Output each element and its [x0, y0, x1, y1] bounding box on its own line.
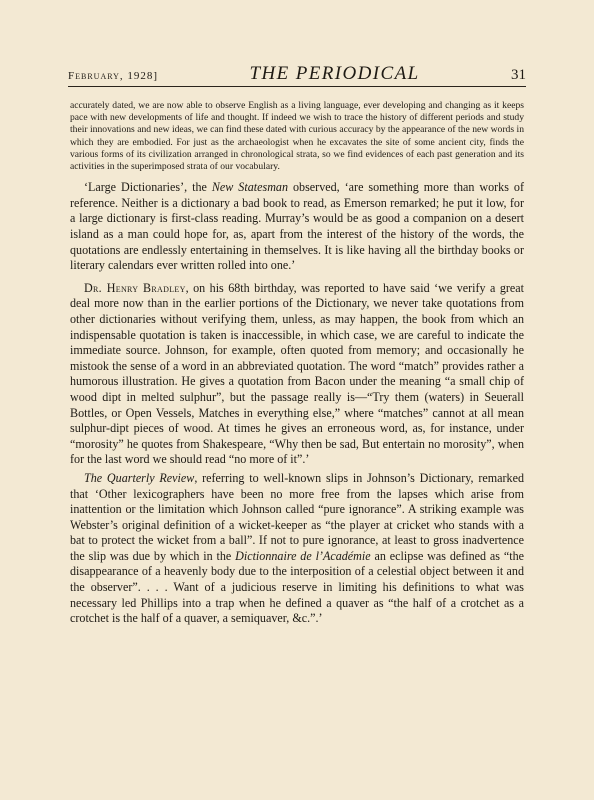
- dictionary-title: Dictionnaire de l’Académie: [235, 548, 371, 563]
- source-title: New Statesman: [211, 180, 289, 195]
- paragraph-text: observed, ‘are something more than works of reference. Neither is a dictionary a bad book to read, as Emerson remarked; he put it low, for a large dictionary is first-class reading. Murray’s would be as good a companion on a desert island as a man could hope for, as, apart from the interest of the history of the words, the quotations are endlessly entertaining in themselves. It is like having all the birthday books or literary calendars ever written rolled into one.’: [70, 180, 524, 273]
- person-name: Dr. Henry Bradley: [84, 280, 186, 295]
- issue-date: February, 1928]: [68, 70, 159, 82]
- intro-paragraph: accurately dated, we are now able to observe English as a living language, ever developing and changing as it keeps pace with new developments of life and thought. If indeed we wish to trace the history of different periods and study their innovations and new ideas, we can find these dated with curious accuracy by the appearance of the new words in which they are embodied. For just as the archaeologist when he excavates the site of some ancient city, finds the various forms of its civilization arranged in chronological strata, so we find evidences of each past generation and its activities in the superimposed strata of our vocabulary.: [70, 100, 524, 173]
- statesman-paragraph: [70, 180, 524, 274]
- periodical-title: THE PERIODICAL: [249, 63, 420, 84]
- quarterly-paragraph: [70, 471, 524, 627]
- article-body: [70, 100, 524, 627]
- source-title: The Quarterly Review: [84, 470, 195, 485]
- header-rule: [68, 86, 526, 87]
- running-header: [68, 63, 526, 85]
- paragraph-text: , on his 68th birthday, was reported to have said ‘we verify a great deal more now than in the earlier portions of the Dictionary, we never take quotations from other dictionaries without verifying them, unless, as may happen, the book from which an indispensable quotation is taken is inaccessible, in which case, we are careful to indicate the immediate source. Johnson, for example, often quoted from memory; and occasionally he mistook the sense of a word in an abbreviated quotation. The word “match” provides rather a humorous illustration. He gives a quotation from Bacon under the meaning “a small chip of wood dipt in melted sulphur”, but the passage really is—“Try them (waters) in Seuerall Bottles, or Open Vessels, Matches in everything else,” where “matches” cannot at all mean sulphur-dipt pieces of wood. At times he gives an erroneous word, as, for instance, under “morosity” he quotes from Shakespeare, “Why then be sad, But entertain no morosity”, when for the last word we should read “no more of it”.’: [70, 280, 524, 467]
- bradley-paragraph: [70, 281, 524, 468]
- paragraph-text: , referring to well-known slips in Johnson’s Dictionary, remarked that ‘Other lexicographers have been no more free from the lapses which arise from inattention or the limitation which Johnson called “pure ignorance”. A striking example was Webster’s original definition of a wicket-keeper as “the player at cricket who stands with a bat to protect the wicket from a ball”. If not to pure ignorance, at least to gross inadvertence the slip was due by which in the: [70, 470, 524, 563]
- paragraph-text: ‘Large Dictionaries’, the: [84, 180, 212, 195]
- paragraph-text: an eclipse was defined as “the disappearance of a heavenly body due to the interposition of a celestial object between it and the observer”. . . . Want of a judicious reserve in limiting his definitions to what was necessary led Phillips into a trap when he defined a quaver as “the half of a crotchet as a crotchet is the half of a quaver, a semiquaver, &c.”.’: [70, 548, 524, 626]
- page-number: 31: [511, 67, 526, 83]
